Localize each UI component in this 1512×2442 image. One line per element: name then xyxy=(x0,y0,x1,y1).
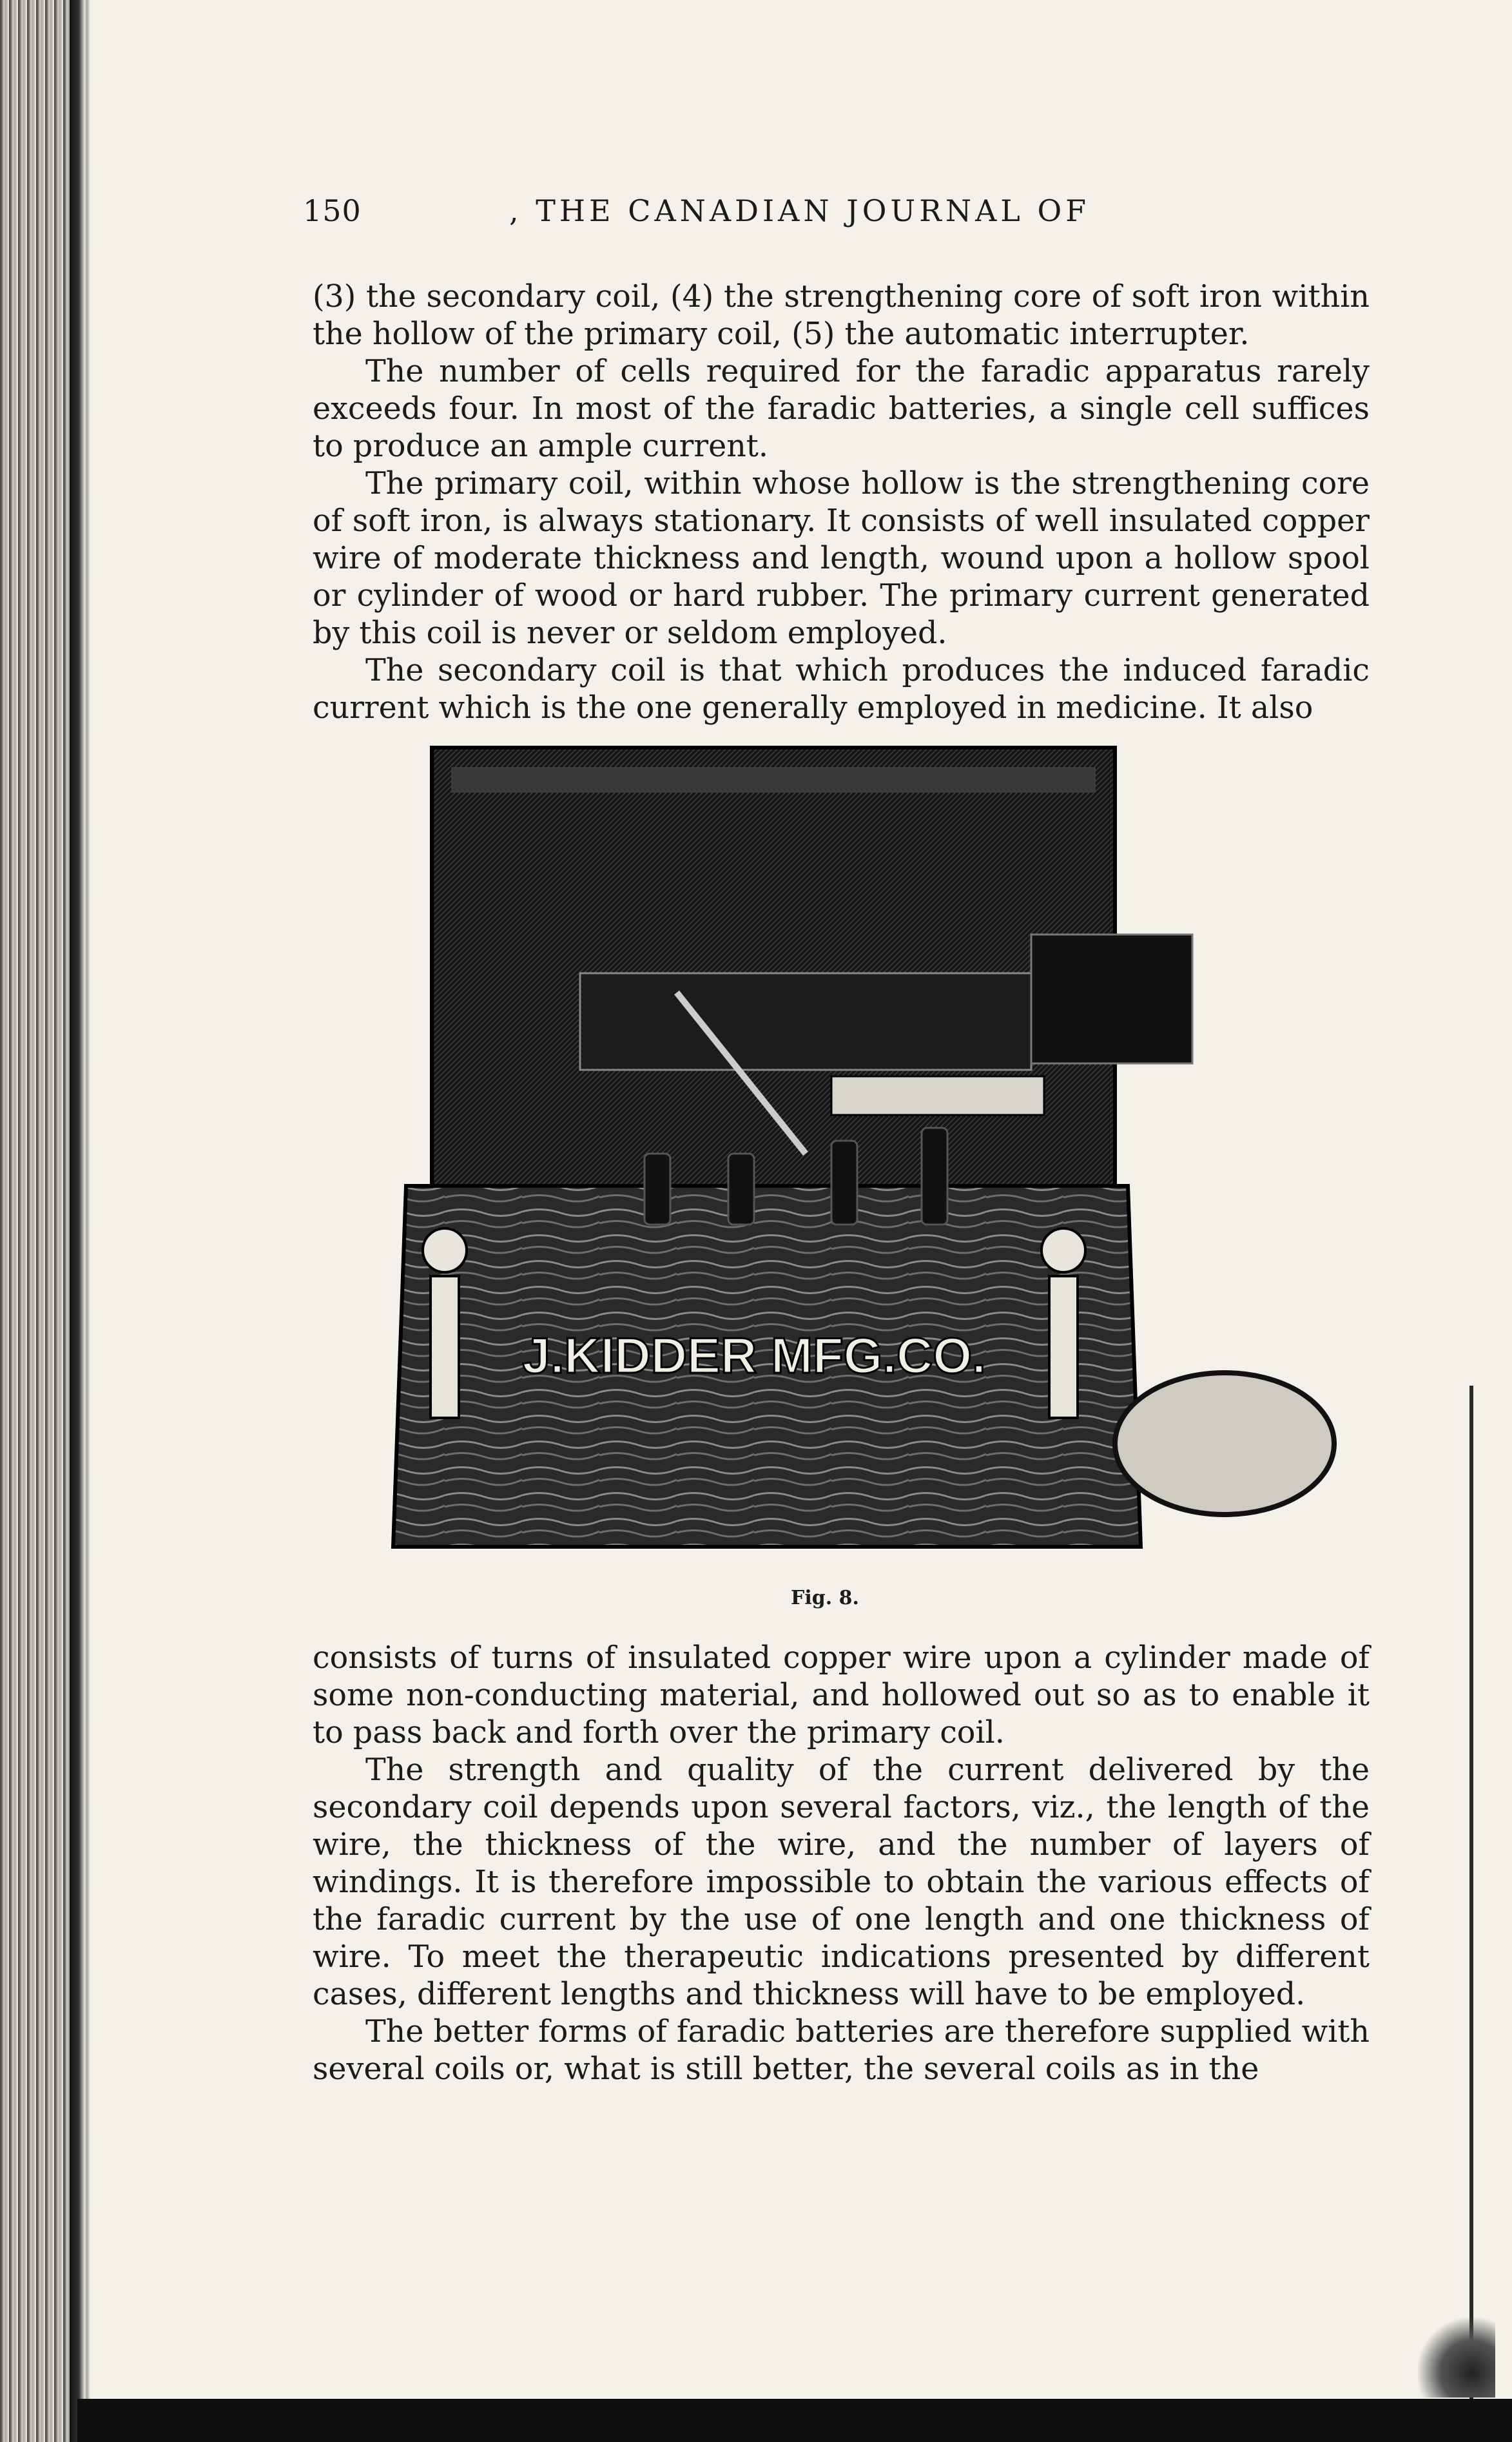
body-text-top xyxy=(313,278,1370,727)
page-number: 150 xyxy=(303,193,362,228)
paragraph: The primary coil, within whose hollow is the strengthening core of soft iron, is always stationary. It consists of well insulated copper wire of moderate thickness and length, wound upon a hollow spool or cylinder of wood or hard rubber. The primary current generated by this coil is never or seldom employed. xyxy=(313,466,1370,651)
paragraph: The better forms of faradic batteries are therefore supplied with several coils or, what is still better, the several coils as in the xyxy=(313,2014,1370,2087)
scan-bottom-border xyxy=(77,2399,1512,2442)
figure-caption: Fig. 8. xyxy=(791,1587,859,1609)
running-head xyxy=(303,193,1360,245)
journal-title: , THE CANADIAN JOURNAL OF xyxy=(509,193,1090,228)
page-edge-rule xyxy=(1469,1386,1473,2404)
corner-smudge xyxy=(1418,2314,1495,2398)
paragraph: The strength and quality of the current delivered by the secondary coil depends upon several factors, viz., the length of the wire, the thickness of the wire, and the number of layers of windings. It is therefore impossible to obtain the various effects of the faradic current by the use of one length and one thickness of wire. To meet the therapeutic indications presented by different cases, different lengths and thickness will have to be employed. xyxy=(313,1752,1370,2012)
paragraph: The number of cells required for the faradic apparatus rarely exceeds four. In most of the faradic batteries, a single cell suffices to produce an ample current. xyxy=(313,354,1370,464)
paragraph: consists of turns of insulated copper wire upon a cylinder made of some non-conducting material, and hollowed out so as to enable it to pass back and forth over the primary coil. xyxy=(313,1640,1370,1750)
body-text-bottom xyxy=(313,1640,1370,2088)
battery-illustration xyxy=(367,741,1347,1573)
faradic-battery-engraving xyxy=(367,741,1347,1573)
paragraph: The secondary coil is that which produces the induced faradic current which is the one generally employed in medicine. It also xyxy=(313,653,1370,726)
electrode-sponge xyxy=(1115,1373,1334,1515)
page-gutter-shadow xyxy=(70,0,85,2442)
maker-lettering: J.KIDDER MFG.CO. xyxy=(522,1327,986,1384)
secondary-coil xyxy=(580,973,1031,1070)
primary-coil xyxy=(1031,935,1192,1063)
paragraph: (3) the secondary coil, (4) the strengthening core of soft iron within the hollow of the primary coil, (5) the automatic interrupter. xyxy=(313,279,1370,352)
